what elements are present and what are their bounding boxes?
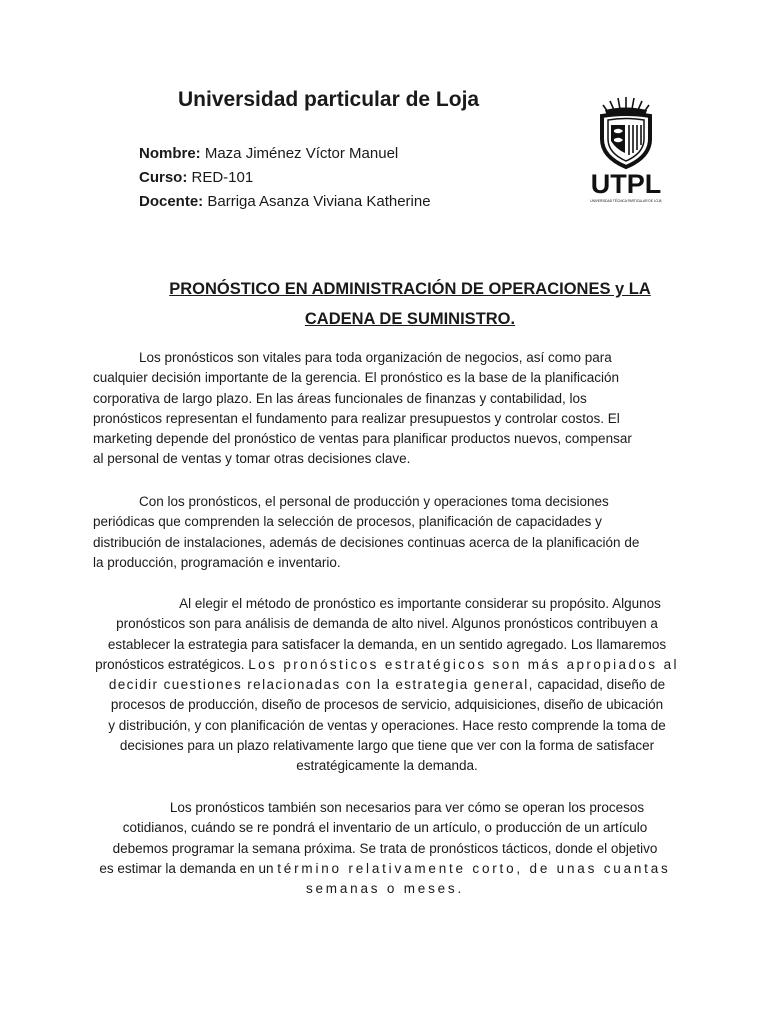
text-line: corporativa de largo plazo. En las áreas funcionales de finanzas y contabilidad, los bbox=[93, 390, 587, 406]
university-title: Universidad particular de Loja bbox=[178, 88, 480, 111]
text-line: Con los pronósticos, el personal de producción y operaciones toma decisiones bbox=[139, 494, 609, 509]
text-line: establecer la estrategia para satisfacer la demanda, en un sentido agregado. Los llamaremos bbox=[107, 636, 667, 652]
text-line bbox=[92, 675, 682, 695]
course-value: RED-101 bbox=[191, 169, 254, 186]
text-line: semanas o meses. bbox=[305, 881, 465, 897]
text-line: procesos de producción, diseño de procesos de servicio, adquisiciones, diseño de ubicación bbox=[110, 697, 664, 713]
paragraph-2 bbox=[93, 492, 639, 573]
text-segment: término relativamente corto, de unas cuantas bbox=[277, 860, 671, 876]
text-line: distribución de instalaciones, además de decisiones continuas acerca de la planificación de bbox=[93, 534, 640, 550]
text-line: marketing depende del pronóstico de ventas para planificar productos nuevos, compensar bbox=[93, 431, 632, 447]
text-line: pronósticos son para análisis de demanda de alto nivel. Algunos pronósticos contribuyen a bbox=[116, 616, 658, 632]
text-segment: pronósticos estratégicos. bbox=[95, 656, 249, 672]
text-line: Al elegir el método de pronóstico es importante considerar su propósito. Algunos bbox=[179, 596, 661, 611]
utpl-logo bbox=[578, 95, 674, 205]
teacher-value: Barriga Asanza Viviana Katherine bbox=[207, 193, 431, 210]
text-line: estratégicamente la demanda. bbox=[296, 758, 478, 774]
document-title bbox=[110, 274, 710, 334]
paragraph-4 bbox=[90, 798, 680, 899]
text-line: la producción, programación e inventario. bbox=[93, 554, 341, 570]
text-line: cualquier decisión importante de la gerencia. El pronóstico es la base de la planificación bbox=[93, 370, 620, 386]
text-segment: es estimar la demanda en un bbox=[99, 860, 278, 876]
text-line bbox=[90, 859, 680, 879]
text-line: Los pronósticos son vitales para toda organización de negocios, así como para bbox=[139, 350, 612, 365]
logo-subtext: UNIVERSIDAD TÉCNICA PARTICULAR DE LOJA bbox=[590, 199, 662, 203]
teacher-row bbox=[139, 190, 431, 214]
title-line: PRONÓSTICO EN ADMINISTRACIÓN DE OPERACIONES y LA bbox=[169, 280, 651, 298]
name-label: Nombre: bbox=[139, 145, 201, 162]
teacher-label: Docente: bbox=[139, 193, 204, 210]
text-segment: capacidad, diseño de bbox=[533, 677, 666, 693]
name-row bbox=[139, 142, 431, 166]
course-label: Curso: bbox=[139, 169, 188, 186]
logo-wordmark: UTPL bbox=[590, 169, 662, 199]
text-line: decisiones para un plazo relativamente largo que tiene que ver con la forma de satisfacer bbox=[119, 738, 655, 754]
text-line: periódicas que comprenden la selección de procesos, planificación de capacidades y bbox=[93, 514, 602, 530]
text-line: al personal de ventas y tomar otras decisiones clave. bbox=[93, 451, 411, 467]
text-line: Los pronósticos también son necesarios para ver cómo se operan los procesos bbox=[169, 800, 645, 815]
paragraph-1 bbox=[93, 348, 632, 470]
paragraph-3 bbox=[92, 594, 682, 777]
name-value: Maza Jiménez Víctor Manuel bbox=[204, 145, 399, 162]
text-segment: decidir cuestiones relacionadas con la estrategia general, bbox=[108, 677, 534, 693]
text-line: y distribución, y con planificación de ventas y operaciones. Hace resto comprende la toma de bbox=[108, 717, 666, 733]
text-line: cotidianos, cuándo se re pondrá el inventario de un artículo, o producción de un artículo bbox=[122, 820, 648, 836]
student-info bbox=[139, 142, 431, 214]
text-line bbox=[92, 655, 682, 675]
course-row bbox=[139, 166, 431, 190]
text-line: pronósticos representan el fundamento para realizar presupuestos y controlar costos. El bbox=[93, 410, 620, 426]
text-segment: Los pronósticos estratégicos son más apropiados al bbox=[248, 656, 679, 672]
text-line: debemos programar la semana próxima. Se trata de pronósticos tácticos, donde el objetivo bbox=[112, 840, 658, 856]
utpl-crest-icon bbox=[578, 95, 674, 205]
title-line: CADENA DE SUMINISTRO. bbox=[304, 310, 516, 328]
